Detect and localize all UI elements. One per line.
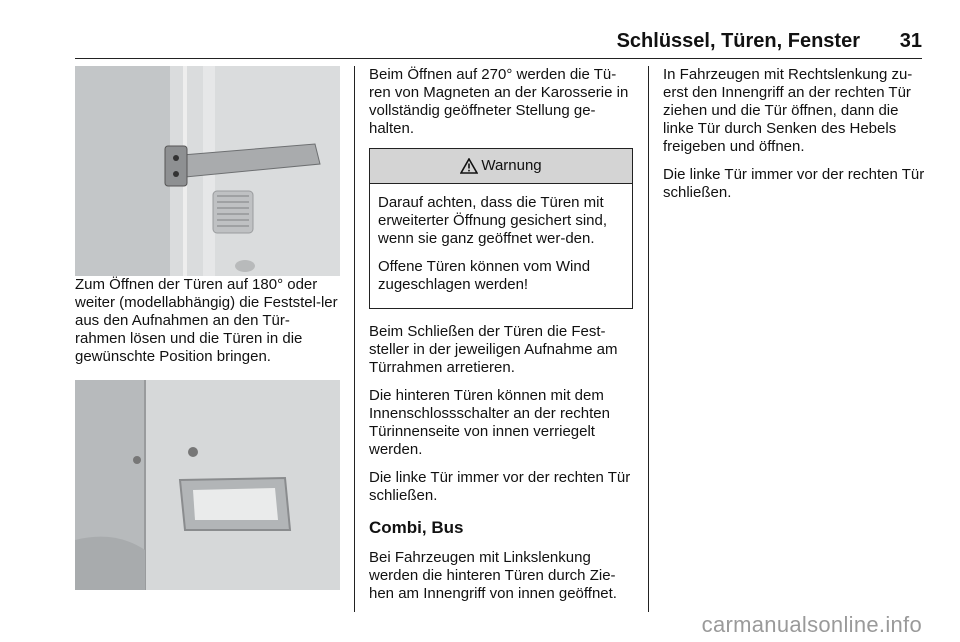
section-heading: Combi, Bus <box>369 518 464 537</box>
paragraph: Die linke Tür immer vor der rechten Tür schließen. <box>369 469 631 504</box>
warning-box <box>369 148 633 309</box>
warning-text-1: Darauf achten, dass die Türen mit erweiterter Öffnung gesichert sind, wenn sie ganz geöffnet wer-den. <box>378 194 608 247</box>
caption-text: Zum Öffnen der Türen auf 180° oder weiter (modellabhängig) die Feststel-ler aus den Aufnahmen an den Tür-rahmen lösen und die Türen in die gewünschte Position bringen. <box>75 276 338 365</box>
warning-text-2: Offene Türen können vom Wind zugeschlagen werden! <box>378 258 591 293</box>
warning-header <box>370 149 632 184</box>
column-3 <box>663 66 928 212</box>
warning-triangle-icon <box>460 158 478 174</box>
page-header <box>75 24 922 59</box>
paragraph: Die linke Tür immer vor der rechten Tür schließen. <box>663 166 925 201</box>
page-title: Schlüssel, Türen, Fenster <box>616 30 860 52</box>
column-1 <box>75 66 340 590</box>
column-2 <box>369 66 633 613</box>
door-handle-photo <box>75 380 340 590</box>
warning-title: Warnung <box>481 157 542 174</box>
paragraph: Beim Schließen der Türen die Fest-steller in der jeweiligen Aufnahme am Türrahmen arretieren. <box>369 323 618 376</box>
intro-text: Beim Öffnen auf 270° werden die Tü-ren von Magneten an der Karosserie in vollständig geöffneter Stellung ge-halten. <box>369 66 629 137</box>
page-number: 31 <box>899 30 922 52</box>
paragraph: In Fahrzeugen mit Rechtslenkung zu-erst den Innengriff an der rechten Tür ziehen und die Tür öffnen, dann die linke Tür durch Senken des Hebels freigeben und öffnen. <box>663 66 913 155</box>
column-divider <box>648 66 649 612</box>
paragraph: Die hinteren Türen können mit dem Innenschlossschalter an der rechten Türinnenseite von innen verriegelt werden. <box>369 387 610 458</box>
watermark: carmanualsonline.info <box>701 612 922 637</box>
paragraph: Bei Fahrzeugen mit Linkslenkung werden die hinteren Türen durch Zie-hen am Innengriff von innen geöffnet. <box>369 549 617 602</box>
column-divider <box>354 66 355 612</box>
door-strap-photo <box>75 66 340 276</box>
